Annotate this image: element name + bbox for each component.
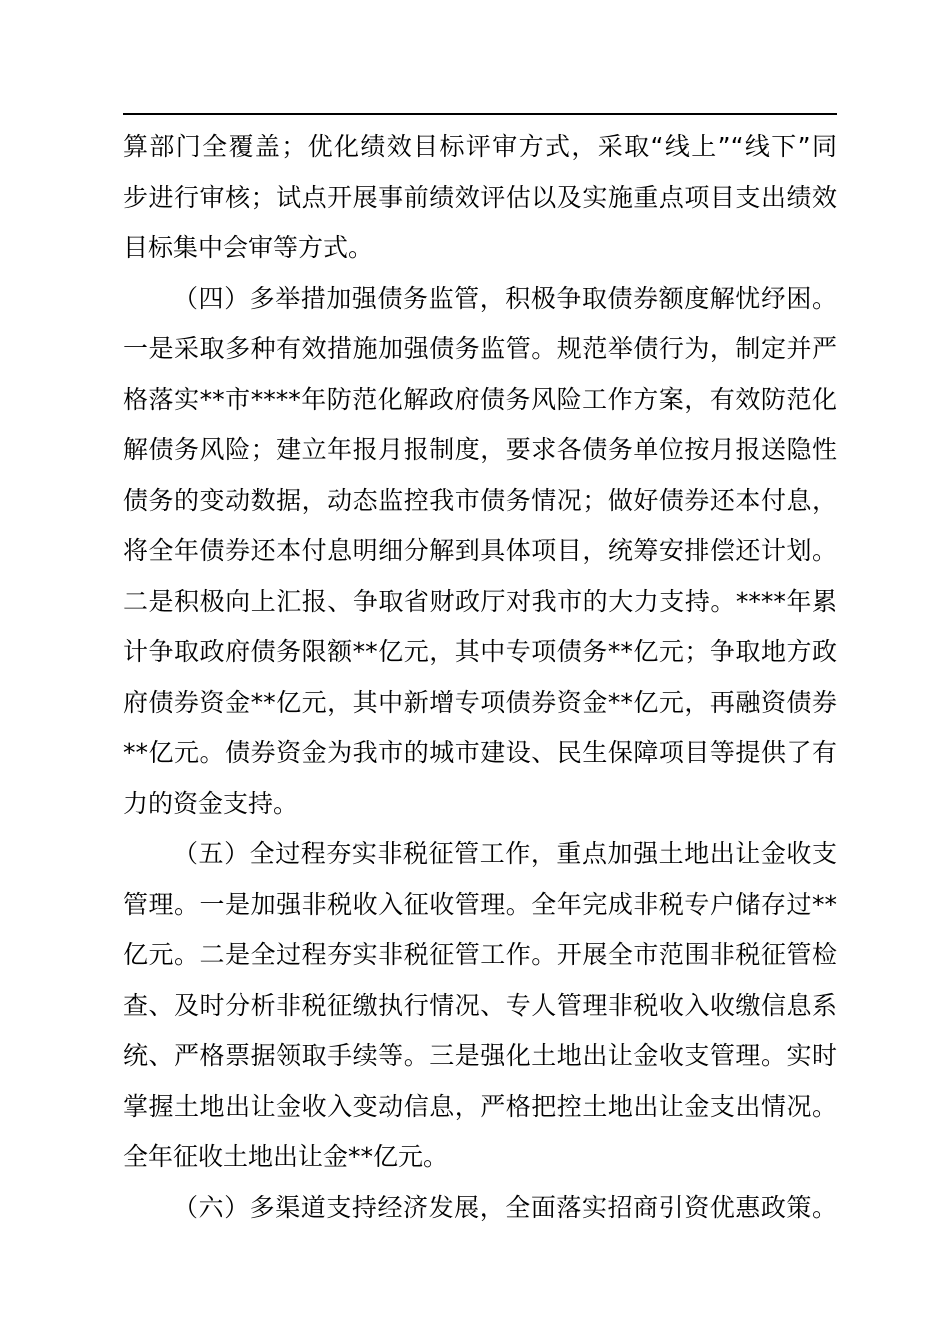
- text-line: 目标集中会审等方式。: [123, 233, 374, 262]
- text-line: 格落实**市****年防范化解政府债务风险工作方案，有效防范化: [123, 384, 837, 414]
- text-line: 掌握土地出让金收入变动信息，严格把控土地出让金支出情况。: [123, 1091, 837, 1121]
- text-line: 步进行审核；试点开展事前绩效评估以及实施重点项目支出绩效: [123, 182, 837, 212]
- text-line: 计争取政府债务限额**亿元，其中专项债务**亿元；争取地方政: [123, 637, 837, 666]
- text-line: 全年征收土地出让金**亿元。: [123, 1142, 449, 1171]
- section-heading-4: （四）多举措加强债务监管，积极争取债券额度解忧纾困。: [173, 283, 837, 313]
- document-body: [123, 122, 837, 1233]
- text-line: **亿元。债券资金为我市的城市建设、民生保障项目等提供了有: [123, 738, 837, 767]
- text-line: 将全年债券还本付息明细分解到具体项目，统筹安排偿还计划。: [123, 536, 837, 565]
- text-line: 一是采取多种有效措施加强债务监管。规范举债行为，制定并严: [123, 334, 837, 363]
- header-rule: [123, 113, 837, 115]
- text-line: 查、及时分析非税征缴执行情况、专人管理非税收入收缴信息系: [123, 990, 837, 1020]
- section-heading-6: （六）多渠道支持经济发展，全面落实招商引资优惠政策。: [173, 1192, 837, 1222]
- text-line: 亿元。二是全过程夯实非税征管工作。开展全市范围非税征管检: [123, 940, 837, 969]
- text-line: 力的资金支持。: [123, 788, 299, 818]
- text-line: 统、严格票据领取手续等。三是强化土地出让金收支管理。实时: [123, 1041, 837, 1070]
- text-line: 算部门全覆盖；优化绩效目标评审方式，采取“线上”“线下”同: [123, 132, 837, 161]
- section-heading-5: （五）全过程夯实非税征管工作，重点加强土地出让金收支: [173, 839, 837, 868]
- text-line: 债务的变动数据，动态监控我市债务情况；做好债券还本付息，: [123, 485, 837, 515]
- text-line: 解债务风险；建立年报月报制度，要求各债务单位按月报送隐性: [123, 435, 837, 464]
- text-line: 二是积极向上汇报、争取省财政厅对我市的大力支持。****年累: [123, 586, 837, 616]
- text-line: 府债券资金**亿元，其中新增专项债券资金**亿元，再融资债券: [123, 687, 837, 717]
- text-line: 管理。一是加强非税收入征收管理。全年完成非税专户储存过**: [123, 889, 837, 919]
